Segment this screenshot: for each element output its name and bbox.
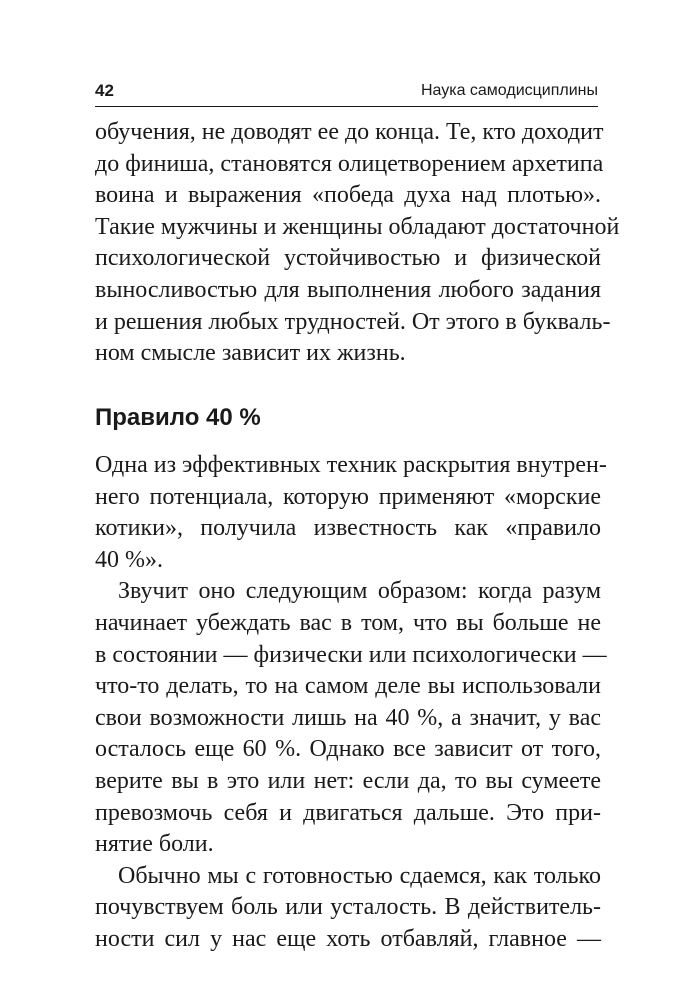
- text-line: в состоянии — физически или психологически —: [95, 641, 607, 668]
- section-heading: Правило 40 %: [95, 404, 261, 431]
- text-line: начинает убеждать вас в том, что вы больше не: [95, 609, 601, 636]
- text-line: свои возможности лишь на 40 %, а значит, у вас: [95, 704, 601, 731]
- paragraph: [95, 861, 601, 956]
- text-line: почувствуем боль или усталость. В действитель-: [95, 894, 601, 921]
- text-line: нятие боли.: [95, 831, 214, 858]
- text-line: обучения, не доводят ее до конца. Те, кто доходит: [95, 119, 604, 145]
- paragraph: [95, 450, 607, 576]
- text-line: и решения любых трудностей. От этого в букваль-: [95, 308, 611, 335]
- paragraph-continued: [95, 117, 620, 370]
- text-line: Звучит оно следующим образом: когда разум: [118, 578, 601, 605]
- header-rule: [95, 106, 598, 107]
- text-line: воина и выражения «победа духа над плотью».: [95, 182, 601, 209]
- page-number: 42: [95, 81, 114, 100]
- running-header: [95, 78, 598, 104]
- text-line: Одна из эффективных техник раскрытия внутрен-: [95, 452, 607, 478]
- text-line: что-то делать, то на самом деле вы использовали: [95, 673, 601, 700]
- text-line: Такие мужчины и женщины обладают достаточной: [95, 213, 620, 240]
- paragraph: [95, 576, 607, 860]
- text-line: него потенциала, которую применяют «морские: [95, 483, 601, 510]
- section-body: [95, 450, 607, 956]
- text-line: психологической устойчивостью и физической: [95, 245, 601, 272]
- text-line: осталось еще 60 %. Однако все зависит от того,: [95, 736, 601, 763]
- text-line: выносливостью для выполнения любого задания: [95, 276, 601, 303]
- text-line: 40 %».: [95, 546, 163, 573]
- running-title: Наука самодисциплины: [420, 82, 598, 99]
- text-line: ности сил у нас еще хоть отбавляй, главное —: [95, 925, 601, 952]
- text-line: Обычно мы с готовностью сдаемся, как только: [118, 862, 601, 889]
- text-line: превозмочь себя и двигаться дальше. Это при-: [95, 799, 601, 826]
- text-line: ном смысле зависит их жизнь.: [95, 340, 406, 367]
- text-line: котики», получила известность как «правило: [95, 515, 601, 542]
- text-line: до финиша, становятся олицетворением архетипа: [95, 150, 604, 177]
- text-line: верите вы в это или нет: если да, то вы сумеете: [95, 767, 601, 794]
